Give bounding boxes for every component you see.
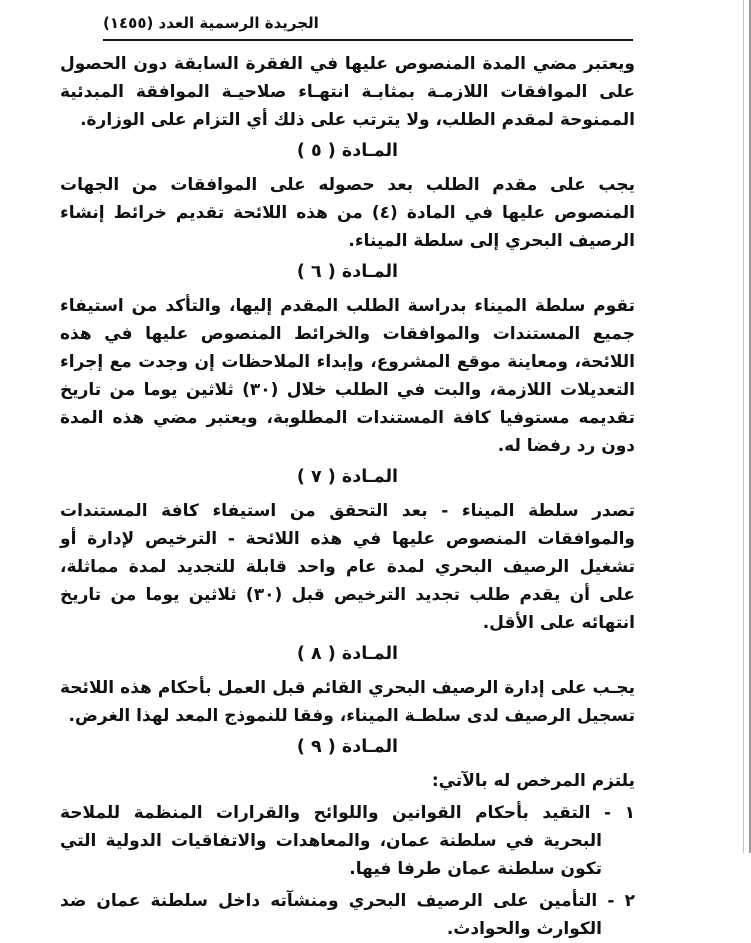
article-8-heading: المـادة ( ٨ ) <box>296 644 399 664</box>
page-header <box>103 14 633 41</box>
article-7-text: تصدر سلطة الميناء - بعد التحقق من استيفاء كافة المستندات والموافقات المنصوص عليها في هذه اللائحة - الترخيص لإدارة أو تشغيل الرصيف البحري لمدة عام واحد قابلة للتجديد لمدة مماثلة، على أن يقدم طلب تجديد الترخيص قبل (٣٠) ثلاثين يوما من تاريخ انتهائه على الأقل. <box>60 501 635 633</box>
article-6-heading: المـادة ( ٦ ) <box>296 262 399 282</box>
page-edge-border <box>743 0 751 853</box>
paragraph-continuation: ويعتبر مضي المدة المنصوص عليها في الفقرة السابقة دون الحصول على الموافقات اللازمـة بمثابـة انتهـاء صلاحيـة الموافقة المبدئية الممنوحة لمقدم الطلب، ولا يترتب على ذلك أي التزام على الوزارة. <box>60 54 635 130</box>
article-9-lead: يلتزم المرخص له بالآتي: <box>431 771 635 791</box>
article-5-text: يجب على مقدم الطلب بعد حصوله على الموافقات من الجهات المنصوص عليها في المادة (٤) من هذه اللائحة تقديم خرائط إنشاء الرصيف البحري إلى سلطة الميناء. <box>60 175 635 251</box>
article-6-text: تقوم سلطة الميناء بدراسة الطلب المقدم إليها، والتأكد من استيفاء جميع المستندات والموافقات والخرائط المنصوص عليها في هذه اللائحة، ومعاينة موقع المشروع، وإبداء الملاحظات إن وجدت مع إجراء التعديلات اللازمة، والبت في الطلب خلال (٣٠) ثلاثين يوما من تاريخ تقديمه مستوفيا كافة المستندات المطلوبة، ويعتبر مضي هذه المدة دون رد رفضا له. <box>60 296 635 456</box>
article-9-heading: المـادة ( ٩ ) <box>296 737 399 757</box>
article-7-heading: المـادة ( ٧ ) <box>296 467 399 487</box>
article-8-text: يجـب على إدارة الرصيف البحري القائم قبل العمل بأحكام هذه اللائحة تسجيل الرصيف لدى سلطـة الميناء، وفقا للنموذج المعد لهذا الغرض. <box>60 678 635 726</box>
article-5-heading: المـادة ( ٥ ) <box>296 141 399 161</box>
article-9-item-2: ٢ - التأمين على الرصيف البحري ومنشآته داخل سلطنة عمان ضد الكوارث والحوادث. <box>60 891 635 939</box>
document-body <box>60 50 635 943</box>
article-9-item-1: ١ - التقيد بأحكام القوانين واللوائح والقرارات المنظمة للملاحة البحرية في سلطنة عمان، والمعاهدات والاتفاقيات الدولية التي تكون سلطنة عمان طرفا فيها. <box>60 803 635 879</box>
gazette-title: الجريدة الرسمية العدد (١٤٥٥) <box>103 14 319 32</box>
